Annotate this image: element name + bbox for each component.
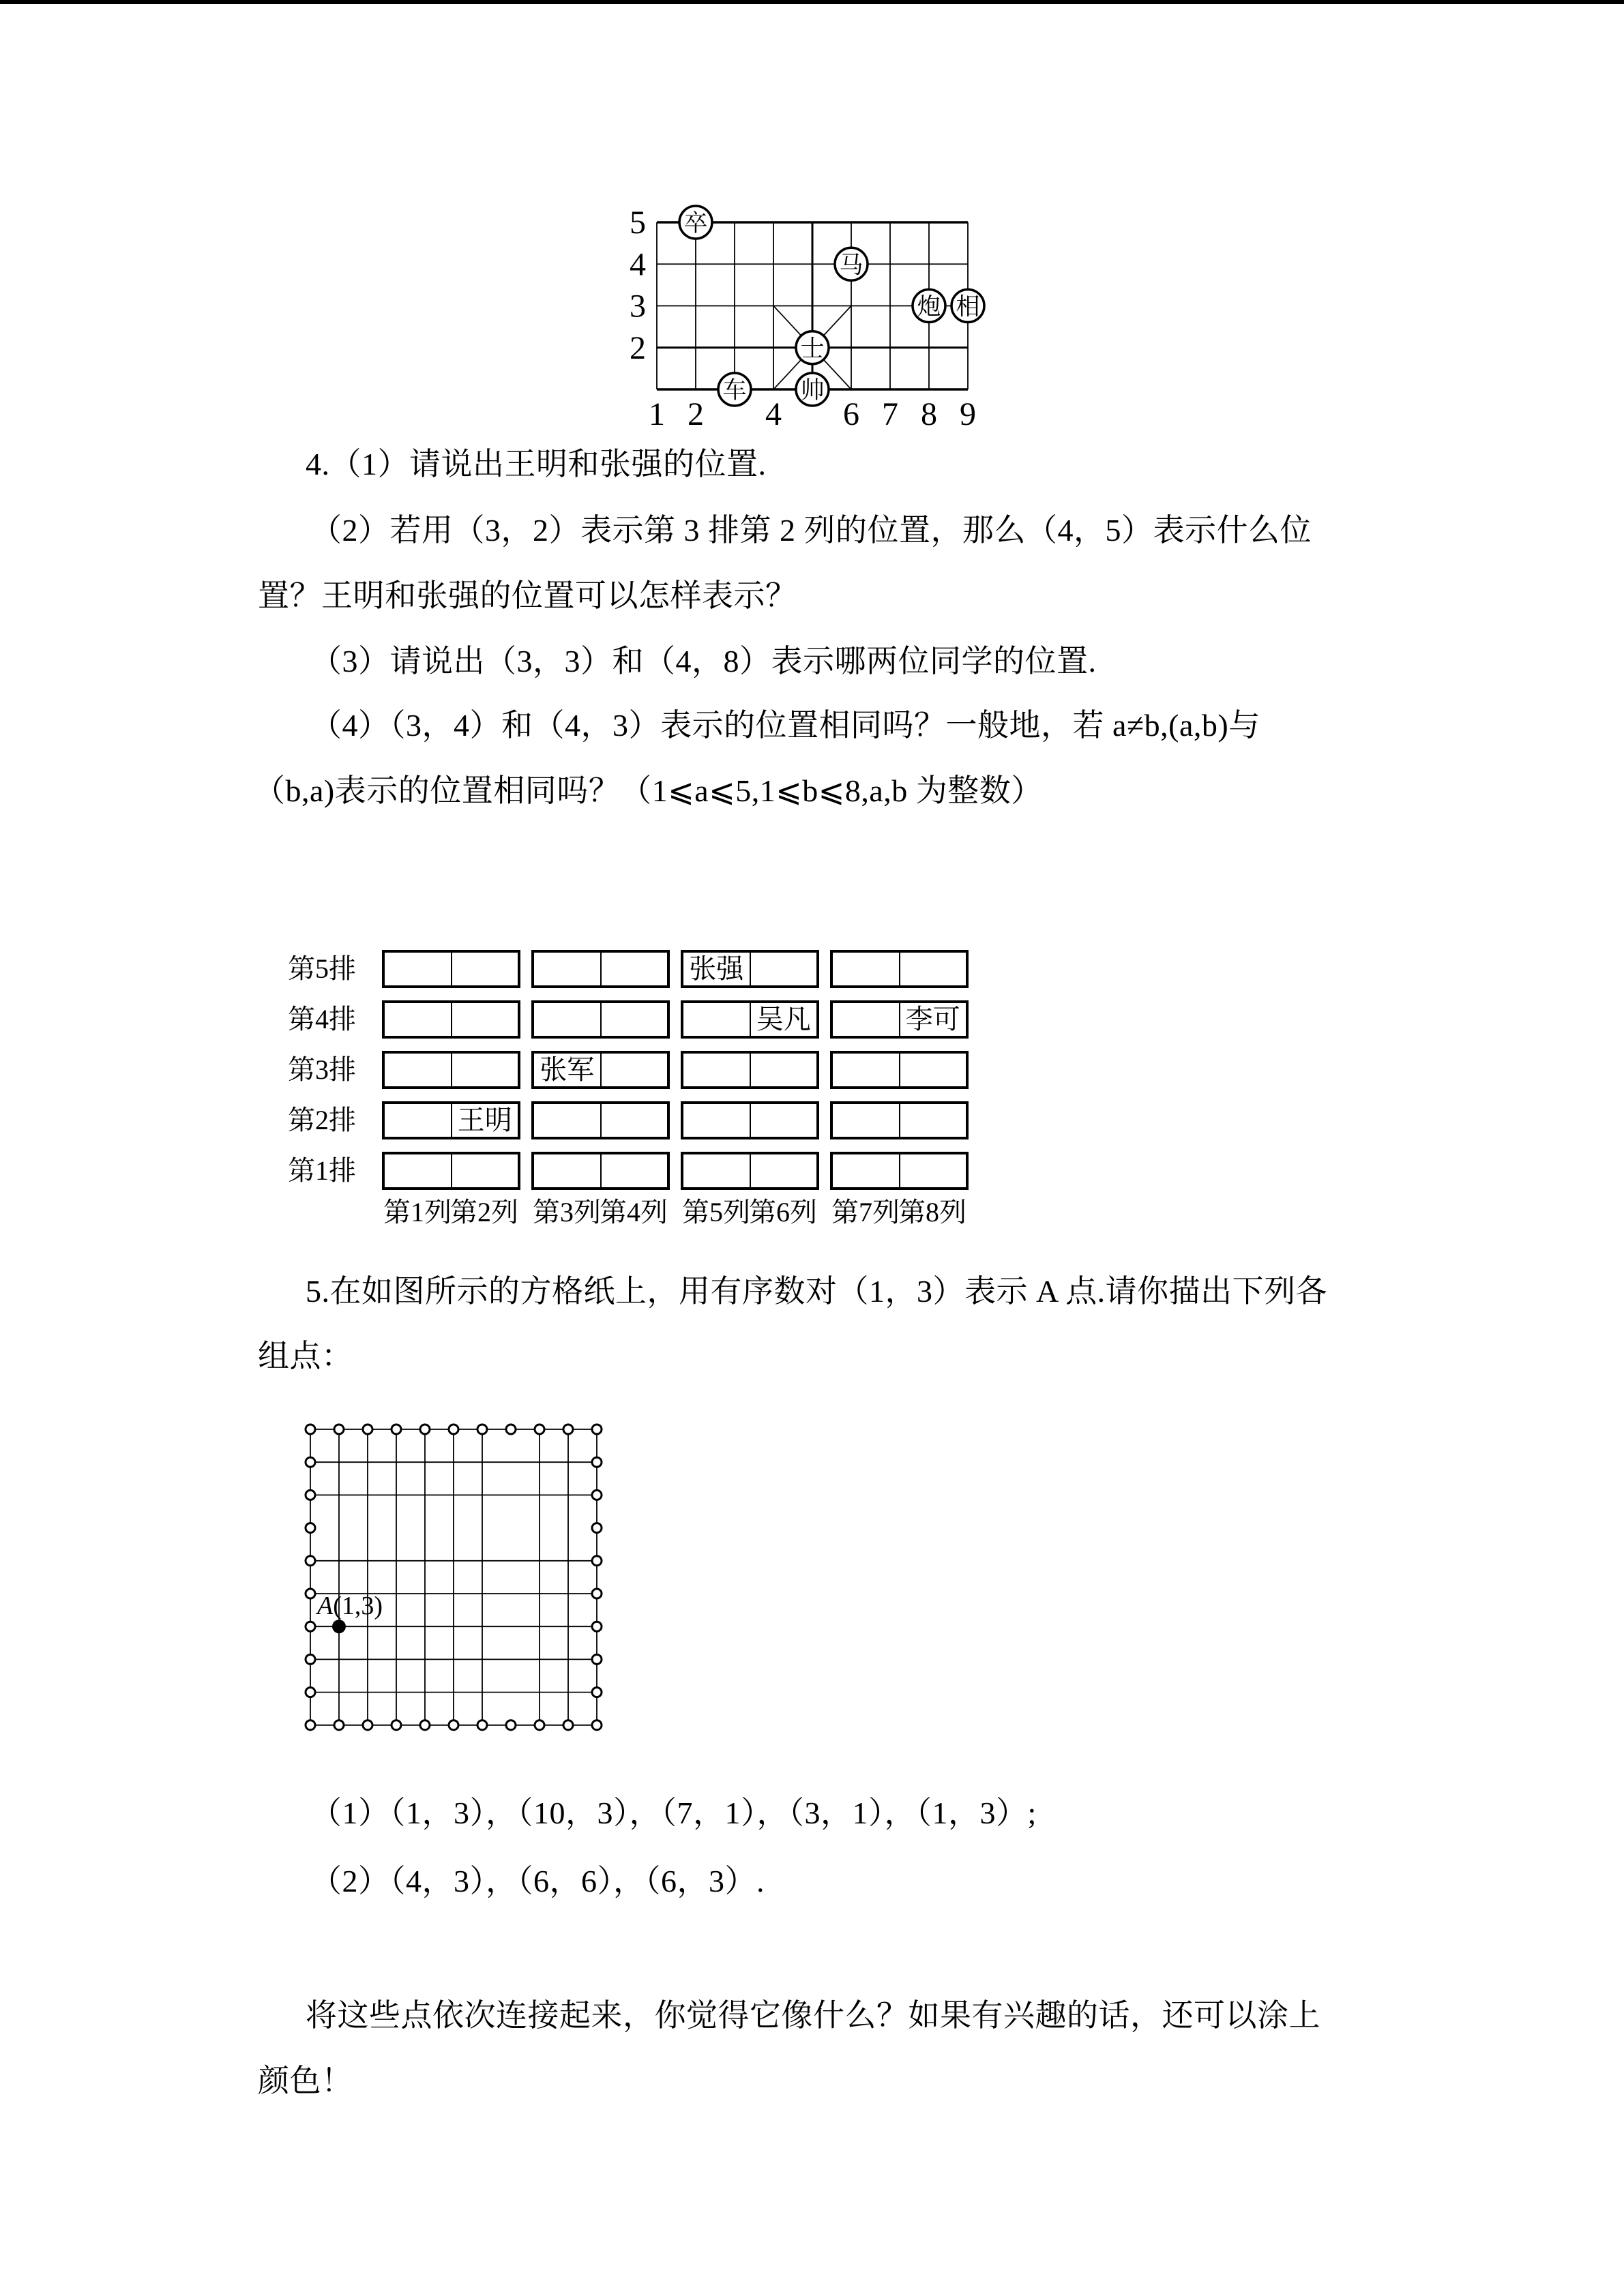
- grid-edge-dot: [592, 1523, 602, 1533]
- grid-edge-dot: [592, 1589, 602, 1598]
- grid-edge-dot: [420, 1425, 430, 1434]
- grid-edge-dot: [535, 1720, 544, 1730]
- seating-desk-box: [681, 1152, 819, 1190]
- question4-part2-line2: 置？王明和张强的位置可以怎样表示？: [258, 578, 797, 613]
- seating-desk-box: [681, 1101, 819, 1139]
- seating-cell-empty: [833, 1003, 900, 1036]
- seating-row-label: 第4排: [288, 1004, 356, 1034]
- seating-desk-box: [382, 1000, 520, 1039]
- seating-cell-empty: [833, 1054, 900, 1086]
- seating-cell-empty: [385, 1154, 452, 1187]
- scan-edge-artifact: [0, 0, 1624, 4]
- grid-edge-dot: [592, 1720, 602, 1730]
- grid-edge-dot: [592, 1688, 602, 1697]
- seating-col-label: 第6列: [749, 1197, 817, 1227]
- seating-cell-empty: [452, 1154, 518, 1187]
- seating-cell-empty: [602, 1054, 668, 1086]
- seating-cell-empty: [602, 1104, 668, 1137]
- seating-cell-empty: [751, 1154, 817, 1187]
- seating-col-label: 第5列: [682, 1197, 750, 1227]
- seating-desk-box: [531, 1000, 670, 1039]
- grid-edge-dot: [449, 1720, 458, 1730]
- grid-edge-dot: [392, 1720, 401, 1730]
- seating-cell-empty: [385, 953, 452, 985]
- grid-edge-dot: [592, 1556, 602, 1566]
- grid-edge-dot: [306, 1556, 315, 1566]
- board-x-axis-label: 9: [960, 396, 976, 432]
- board-y-axis-label: 4: [630, 246, 646, 283]
- grid-edge-dot: [306, 1490, 315, 1500]
- chess-piece-label: 炮: [917, 293, 941, 320]
- question4-part3: （3）请说出（3，3）和（4，8）表示哪两位同学的位置.: [310, 644, 1097, 679]
- grid-edge-dot: [306, 1523, 315, 1533]
- seating-cell-empty: [534, 1154, 602, 1187]
- grid-edge-dot: [592, 1490, 602, 1500]
- board-x-axis-label: 1: [649, 396, 665, 432]
- seating-chart-figure: [286, 938, 996, 1244]
- xiangqi-board-figure: [610, 188, 1006, 436]
- seating-cell-empty: [534, 1003, 602, 1036]
- question4-part2-line1: （2）若用（3，2）表示第 3 排第 2 列的位置，那么（4，5）表示什么位: [310, 513, 1312, 548]
- seating-desk-box: [830, 1152, 969, 1190]
- seating-desk-box: [382, 1152, 520, 1190]
- seating-cell-student: 王明: [457, 1105, 512, 1135]
- seating-col-label: 第7列: [831, 1197, 900, 1227]
- board-x-axis-label: 7: [882, 396, 898, 432]
- question4-part4-line1: （4）（3，4）和（4，3）表示的位置相同吗？一般地，若 a≠b,(a,b)与: [310, 708, 1260, 743]
- seating-cell-empty: [534, 1104, 602, 1137]
- grid-edge-dot: [306, 1622, 315, 1631]
- grid-edge-dot: [306, 1457, 315, 1467]
- chess-piece-label: 相: [956, 293, 980, 320]
- grid-edge-dot: [363, 1425, 372, 1434]
- question5-line2: 组点：: [258, 1339, 353, 1373]
- seating-row-label: 第1排: [288, 1155, 356, 1186]
- seating-col-label: 第2列: [450, 1197, 518, 1227]
- seating-col-label: 第4列: [600, 1197, 668, 1227]
- seating-desk-box: [830, 950, 969, 988]
- seating-cell-empty: [602, 1154, 668, 1187]
- seating-cell-empty: [385, 1104, 452, 1137]
- grid-edge-dot: [592, 1457, 602, 1467]
- seating-cell-empty: [900, 1104, 966, 1137]
- grid-edge-dot: [477, 1425, 487, 1434]
- seating-desk-box: [681, 1051, 819, 1089]
- grid-edge-dot: [592, 1425, 602, 1434]
- seating-cell-empty: [452, 1054, 518, 1086]
- seating-row-label: 第5排: [288, 953, 356, 984]
- seating-desk-box: [531, 1101, 670, 1139]
- question5-points-list1: （1）（1，3），（10，3），（7，1），（3，1），（1，3）;: [310, 1795, 1037, 1830]
- seating-cell-empty: [833, 1154, 900, 1187]
- board-y-axis-label: 5: [630, 205, 646, 241]
- grid-edge-dot: [306, 1425, 315, 1434]
- grid-edge-dot: [563, 1425, 573, 1434]
- grid-edge-dot: [420, 1720, 430, 1730]
- seating-cell-empty: [900, 953, 966, 985]
- seating-cell-empty: [683, 1054, 751, 1086]
- seating-cell-empty: [385, 1054, 452, 1086]
- seating-cell-student: 张军: [534, 1054, 602, 1086]
- board-x-axis-label: 2: [688, 396, 704, 432]
- question4-part4-line2: （b,a)表示的位置相同吗？（1⩽a⩽5,1⩽b⩽8,a,b 为整数）: [254, 773, 1043, 808]
- seating-cell-student: 李可: [905, 1004, 960, 1034]
- seating-cell-empty: [602, 953, 668, 985]
- seating-col-label: 第1列: [383, 1197, 452, 1227]
- grid-edge-dot: [306, 1720, 315, 1730]
- seating-desk-box: [681, 950, 819, 988]
- chess-piece-label: 马: [839, 252, 863, 279]
- grid-edge-dot: [563, 1720, 573, 1730]
- grid-edge-dot: [363, 1720, 372, 1730]
- seating-cell-empty: [602, 1003, 668, 1036]
- seating-cell-empty: [833, 1104, 900, 1137]
- chess-piece-label: 车: [722, 377, 747, 404]
- question5-line1: 5.在如图所示的方格纸上，用有序数对（1，3）表示 A 点.请你描出下列各: [306, 1274, 1328, 1309]
- seating-cell-empty: [452, 1003, 518, 1036]
- seating-desk-box: [830, 1101, 969, 1139]
- seating-col-label: 第3列: [533, 1197, 601, 1227]
- grid-edge-dot: [477, 1720, 487, 1730]
- grid-edge-dot: [592, 1622, 602, 1631]
- board-y-axis-label: 3: [630, 288, 646, 325]
- seating-desk-box: [830, 1051, 969, 1089]
- seating-cell-empty: [452, 953, 518, 985]
- grid-edge-dot: [334, 1720, 344, 1730]
- seating-desk-box: [382, 1051, 520, 1089]
- seating-desk-box: [830, 1000, 969, 1039]
- seating-row-label: 第2排: [288, 1105, 356, 1135]
- point-A-label: A(1,3): [317, 1592, 383, 1621]
- seating-cell-empty: [683, 1154, 751, 1187]
- seating-desk-box: [681, 1000, 819, 1039]
- question5-points-list2: （2）（4，3），（6，6），（6，3）.: [310, 1864, 765, 1898]
- grid-edge-dot: [506, 1425, 516, 1434]
- grid-edge-dot: [306, 1589, 315, 1598]
- board-y-axis-label: 2: [630, 329, 646, 366]
- grid-edge-dot: [535, 1425, 544, 1434]
- grid-edge-dot: [506, 1720, 516, 1730]
- seating-cell-student: 吴凡: [756, 1004, 811, 1034]
- grid-edge-dot: [334, 1425, 344, 1434]
- seating-desk-box: [382, 950, 520, 988]
- closing-line2: 颜色！: [258, 2063, 353, 2098]
- chess-piece-label: 帅: [800, 377, 825, 404]
- seating-row-label: 第3排: [288, 1054, 356, 1085]
- grid-edge-dot: [449, 1425, 458, 1434]
- board-x-axis-label: 4: [765, 396, 782, 432]
- point-A-dot: [332, 1620, 346, 1633]
- grid-edge-dot: [306, 1688, 315, 1697]
- chess-piece-label: 卒: [683, 210, 708, 237]
- seating-cell-empty: [751, 953, 817, 985]
- board-x-axis-label: 6: [843, 396, 859, 432]
- seating-cell-empty: [900, 1154, 966, 1187]
- seating-cell-empty: [683, 1104, 751, 1137]
- seating-cell-empty: [900, 1054, 966, 1086]
- seating-desk-box: [382, 1101, 520, 1139]
- seating-cell-empty: [833, 953, 900, 985]
- closing-line1: 将这些点依次连接起来，你觉得它像什么？如果有兴趣的话，还可以涂上: [306, 1998, 1320, 2033]
- seating-cell-empty: [751, 1104, 817, 1137]
- seating-col-label: 第8列: [898, 1197, 966, 1227]
- seating-cell-empty: [534, 953, 602, 985]
- board-x-axis-label: 8: [921, 396, 937, 432]
- seating-desk-box: [531, 1152, 670, 1190]
- seating-cell-empty: [751, 1054, 817, 1086]
- grid-edge-dot: [392, 1425, 401, 1434]
- grid-edge-dot: [592, 1654, 602, 1664]
- seating-desk-box: [531, 1051, 670, 1089]
- grid-edge-dot: [306, 1654, 315, 1664]
- seating-cell-empty: [683, 1003, 751, 1036]
- grid-paper-figure: [290, 1408, 624, 1749]
- seating-cell-empty: [385, 1003, 452, 1036]
- seating-desk-box: [531, 950, 670, 988]
- question4-line1: 4.（1）请说出王明和张强的位置.: [306, 447, 767, 481]
- chess-piece-label: 士: [800, 335, 825, 362]
- seating-cell-student: 张强: [683, 953, 751, 985]
